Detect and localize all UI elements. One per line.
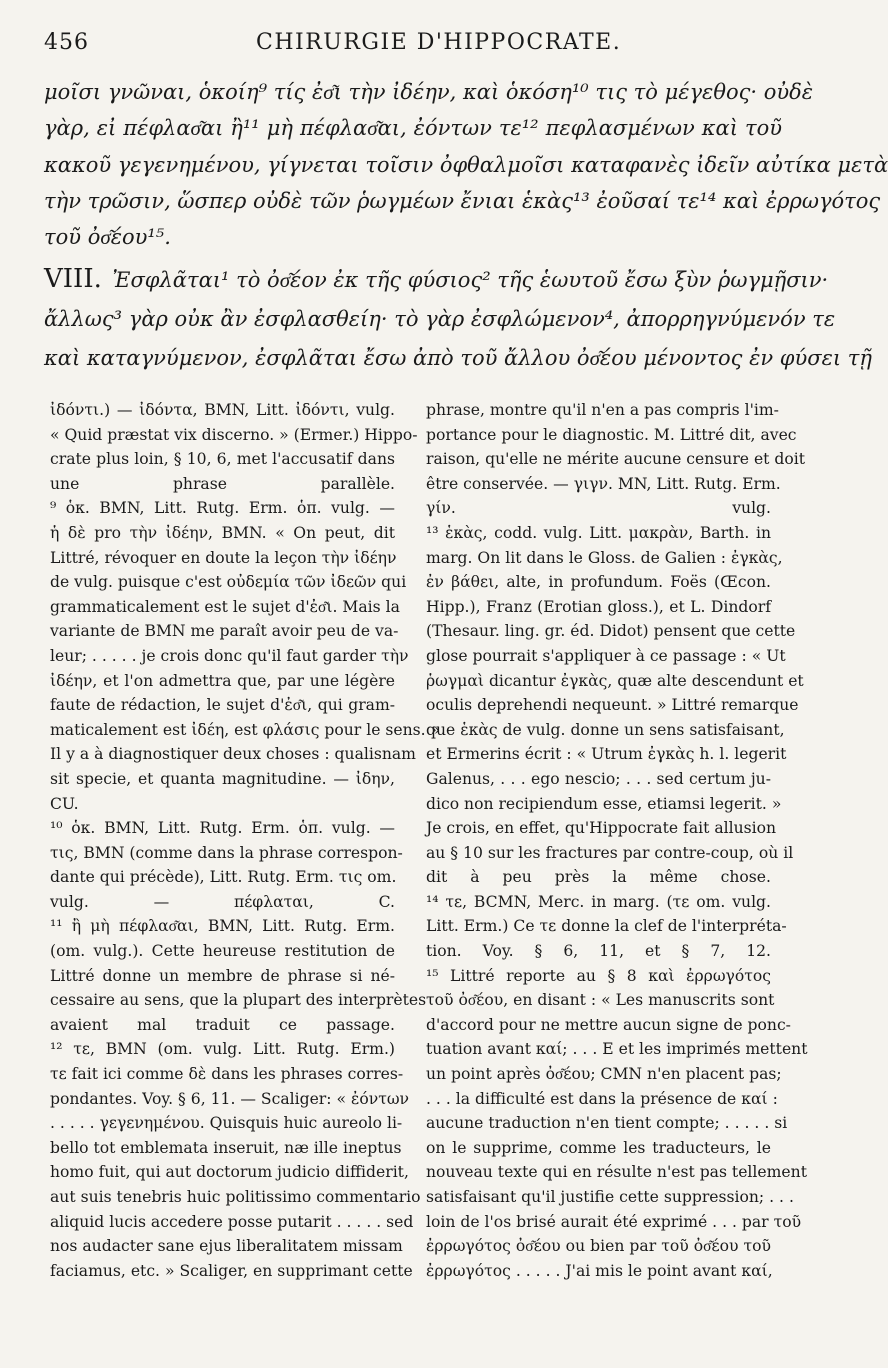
section-viii: [44, 260, 872, 378]
section-line: καὶ καταγνύμενον, ἐσφλᾶται ἔσω ἀπὸ τοῦ ἄλλου ὀσ͂έου μένοντος ἐν φύσει τῇ: [44, 346, 872, 370]
footnote-line: Je crois, en effet, qu'Hippocrate fait allusion: [426, 819, 777, 838]
footnote-line: Littré donne un membre de phrase si né-: [50, 966, 395, 985]
footnote-line: Galenus, . . . ego nescio; . . . sed certum ju-: [426, 769, 771, 788]
footnote-line: τις, BMN (comme dans la phrase correspon-: [50, 843, 403, 862]
footnote-line: τοῦ ὀσ͂έου, en disant : « Les manuscrits sont: [426, 991, 775, 1010]
footnote-line: Litt. Erm.) Ce τε donne la clef de l'interpréta-: [426, 917, 787, 936]
footnote-line: aucune traduction n'en tient compte; . . . . . si: [426, 1114, 788, 1133]
footnote-line: ἰδόντι.) — ἰδόντα, BMN, Litt. ἰδόντι, vulg.: [50, 401, 395, 419]
footnote-line: pondantes. Voy. § 6, 11. — Scaliger: « ἐόντων: [50, 1089, 410, 1108]
footnote-line: glose pourrait s'appliquer à ce passage : « Ut: [426, 646, 786, 665]
footnote-line: dico non recipiendum esse, etiamsi legerit. »: [426, 794, 782, 813]
footnote-line: satisfaisant qu'il justifie cette suppression; . . .: [426, 1188, 794, 1206]
footnote-line: au § 10 sur les fractures par contre-coup, où il: [426, 843, 794, 862]
footnote-line: ἐρρωγότος . . . . . J'ai mis le point avant καί,: [426, 1261, 773, 1280]
footnote-line: ἰδέην, et l'on admettra que, par une légère: [50, 671, 395, 690]
footnote-line: vulg. — πέφλαται, C.: [50, 892, 395, 911]
footnote-line: tuation avant καί; . . . E et les imprimés mettent: [426, 1040, 808, 1059]
footnote-line: τε fait ici comme δὲ dans les phrases corres-: [50, 1065, 404, 1084]
footnote-line: d'accord pour ne mettre aucun signe de ponc-: [426, 1015, 791, 1034]
footnote-line: ἐρρωγότος ὀσ͂έου ou bien par τοῦ ὀσ͂έου τοῦ: [426, 1237, 771, 1256]
footnote-line: aut suis tenebris huic politissimo commentario: [50, 1188, 421, 1206]
footnote-line: ῥωγμαὶ dicantur ἐγκὰς, quæ alte descendunt et: [426, 671, 804, 690]
footnote-line: une phrase parallèle.: [50, 474, 395, 493]
main-text-line: μοῖσι γνῶναι, ὁκοίη⁹ τίς ἐσ͂ι τὴν ἰδέην, καὶ ὁκόση¹⁰ τις τὸ μέγεθος· οὐδὲ: [44, 80, 814, 104]
footnote-line: dit à peu près la même chose.: [426, 868, 771, 887]
footnote-line: aliquid lucis accedere posse putarit . . . . . sed: [50, 1212, 414, 1231]
section-line: ἄλλως³ γὰρ οὐκ ἂν ἐσφλασθείη· τὸ γὰρ ἐσφλώμενον⁴, ἀπορρηγνύμενόν τε: [44, 307, 836, 331]
footnote-line: nos audacter sane ejus liberalitatem missam: [50, 1237, 403, 1256]
footnote-column-left: [50, 398, 441, 1283]
footnote-line: ἐν βάθει, alte, in profundum. Foës (Œcon.: [426, 573, 771, 592]
footnote-line: ¹¹ ἢ μὴ πέφλασ͂αι, BMN, Litt. Rutg. Erm.: [50, 917, 395, 936]
footnote-line: marg. On lit dans le Gloss. de Galien : ἐγκὰς,: [426, 548, 783, 567]
footnote-line: ἡ δὲ pro τὴν ἰδέην, BMN. « On peut, dit: [50, 523, 395, 542]
footnote-line: être conservée. — γιγν. MN, Litt. Rutg. Erm.: [426, 474, 781, 493]
running-title: CHIRURGIE D'HIPPOCRATE.: [256, 30, 622, 55]
footnote-line: crate plus loin, § 10, 6, met l'accusatif dans: [50, 450, 395, 469]
main-text-line: γὰρ, εἰ πέφλασ͂αι ἢ¹¹ μὴ πέφλασ͂αι, ἐόντων τε¹² πεφλασμένων καὶ τοῦ: [44, 116, 782, 141]
footnote-line: oculis deprehendi nequeunt. » Littré remarque: [426, 696, 799, 715]
greek-main-text: [44, 74, 888, 255]
footnote-line: raison, qu'elle ne mérite aucune censure et doit: [426, 450, 806, 469]
footnote-line: on le supprime, comme les traducteurs, le: [426, 1138, 771, 1157]
footnote-line: phrase, montre qu'il n'en a pas compris l'im-: [426, 401, 779, 419]
footnote-line: Littré, révoquer en doute la leçon τὴν ἰδέην: [50, 548, 397, 567]
footnote-line: ¹⁴ τε, BCMN, Merc. in marg. (τε om. vulg.: [426, 892, 771, 911]
footnote-line: de vulg. puisque c'est οὐδεμία τῶν ἰδεῶν qui: [50, 573, 407, 592]
footnote-line: CU.: [50, 794, 79, 813]
footnote-line: (Thesaur. ling. gr. éd. Didot) pensent que cette: [426, 622, 796, 641]
main-text-line: τὴν τρῶσιν, ὥσπερ οὐδὲ τῶν ῥωγμέων ἔνιαι ἑκὰς¹³ ἐοῦσαί τε¹⁴ καὶ ἐρρωγότος: [44, 188, 881, 213]
section-line-text: Ἐσφλᾶται¹ τὸ ὀσ͂έον ἐκ τῆς φύσιος² τῆς ἑωυτοῦ ἔσω ξὺν ῥωγμῇσιν·: [112, 268, 829, 292]
footnote-line: Il y a à diagnostiquer deux choses : qualisnam: [50, 745, 416, 764]
footnote-line: Hipp.), Franz (Erotian gloss.), et L. Dindorf: [426, 597, 771, 616]
footnote-line: « Quid præstat vix discerno. » (Ermer.) Hippo-: [50, 425, 418, 444]
main-text-line: τοῦ ὀσ͂έου¹⁵.: [44, 225, 171, 250]
footnote-line: ¹⁰ ὁκ. BMN, Litt. Rutg. Erm. ὁπ. vulg. —: [50, 819, 395, 838]
footnote-line: faute de rédaction, le sujet d'ἐσ͂ι, qui gram-: [50, 696, 395, 715]
footnote-line: tion. Voy. § 6, 11, et § 7, 12.: [426, 942, 771, 961]
footnote-line: . . . . . γεγενημένου. Quisquis huic aureolo li-: [50, 1114, 403, 1133]
section-numeral: VIII.: [44, 264, 102, 294]
footnote-line: loin de l'os brisé aurait été exprimé . . . par τοῦ: [426, 1212, 802, 1231]
footnote-line: γίν. vulg.: [426, 499, 771, 518]
footnote-line: ¹³ ἑκὰς, codd. vulg. Litt. μακρὰν, Barth. in: [426, 523, 771, 542]
footnote-line: portance pour le diagnostic. M. Littré dit, avec: [426, 425, 797, 444]
footnote-line: bello tot emblemata inseruit, næ ille ineptus: [50, 1138, 402, 1157]
footnote-line: cessaire au sens, que la plupart des interprètes: [50, 991, 427, 1010]
footnote-columns: [0, 398, 808, 1358]
page-header: [44, 30, 764, 64]
section-line: [44, 260, 829, 300]
footnote-line: et Ermerins écrit : « Utrum ἐγκὰς h. l. legerit: [426, 745, 787, 764]
footnote-line: que ἑκὰς de vulg. donne un sens satisfaisant,: [426, 720, 785, 739]
footnote-line: leur; . . . . . je crois donc qu'il faut garder τὴν: [50, 646, 409, 665]
page-number: 456: [44, 30, 89, 55]
footnote-line: ¹⁵ Littré reporte au § 8 καὶ ἐρρωγότος: [426, 966, 771, 985]
footnote-line: sit specie, et quanta magnitudine. — ἰδην,: [50, 769, 395, 788]
footnote-column-right: [426, 398, 808, 1283]
footnote-line: variante de BMN me paraît avoir peu de va-: [50, 622, 399, 641]
footnote-line: nouveau texte qui en résulte n'est pas tellement: [426, 1163, 807, 1182]
footnote-line: ¹² τε, BMN (om. vulg. Litt. Rutg. Erm.): [50, 1040, 395, 1059]
footnote-line: (om. vulg.). Cette heureuse restitution de: [50, 942, 395, 961]
footnote-line: avaient mal traduit ce passage.: [50, 1015, 395, 1034]
footnote-line: faciamus, etc. » Scaliger, en supprimant cette: [50, 1261, 413, 1280]
footnote-line: homo fuit, qui aut doctorum judicio diffiderit,: [50, 1163, 409, 1182]
footnote-line: grammaticalement est le sujet d'ἐσ͂ι. Mais la: [50, 597, 400, 616]
main-text-line: κακοῦ γεγενημένου, γίγνεται τοῖσιν ὀφθαλμοῖσι καταφανὲς ἰδεῖν αὐτίκα μετὰ: [44, 152, 888, 177]
footnote-line: maticalement est ἰδέη, est φλάσις pour le sens. »: [50, 720, 441, 739]
footnote-line: . . . la difficulté est dans la présence de καί :: [426, 1089, 778, 1108]
footnote-line: ⁹ ὁκ. BMN, Litt. Rutg. Erm. ὁπ. vulg. —: [50, 499, 395, 518]
footnote-line: un point après ὀσ͂έου; CMN n'en placent pas;: [426, 1065, 782, 1084]
footnote-line: dante qui précède), Litt. Rutg. Erm. τις om.: [50, 868, 397, 887]
